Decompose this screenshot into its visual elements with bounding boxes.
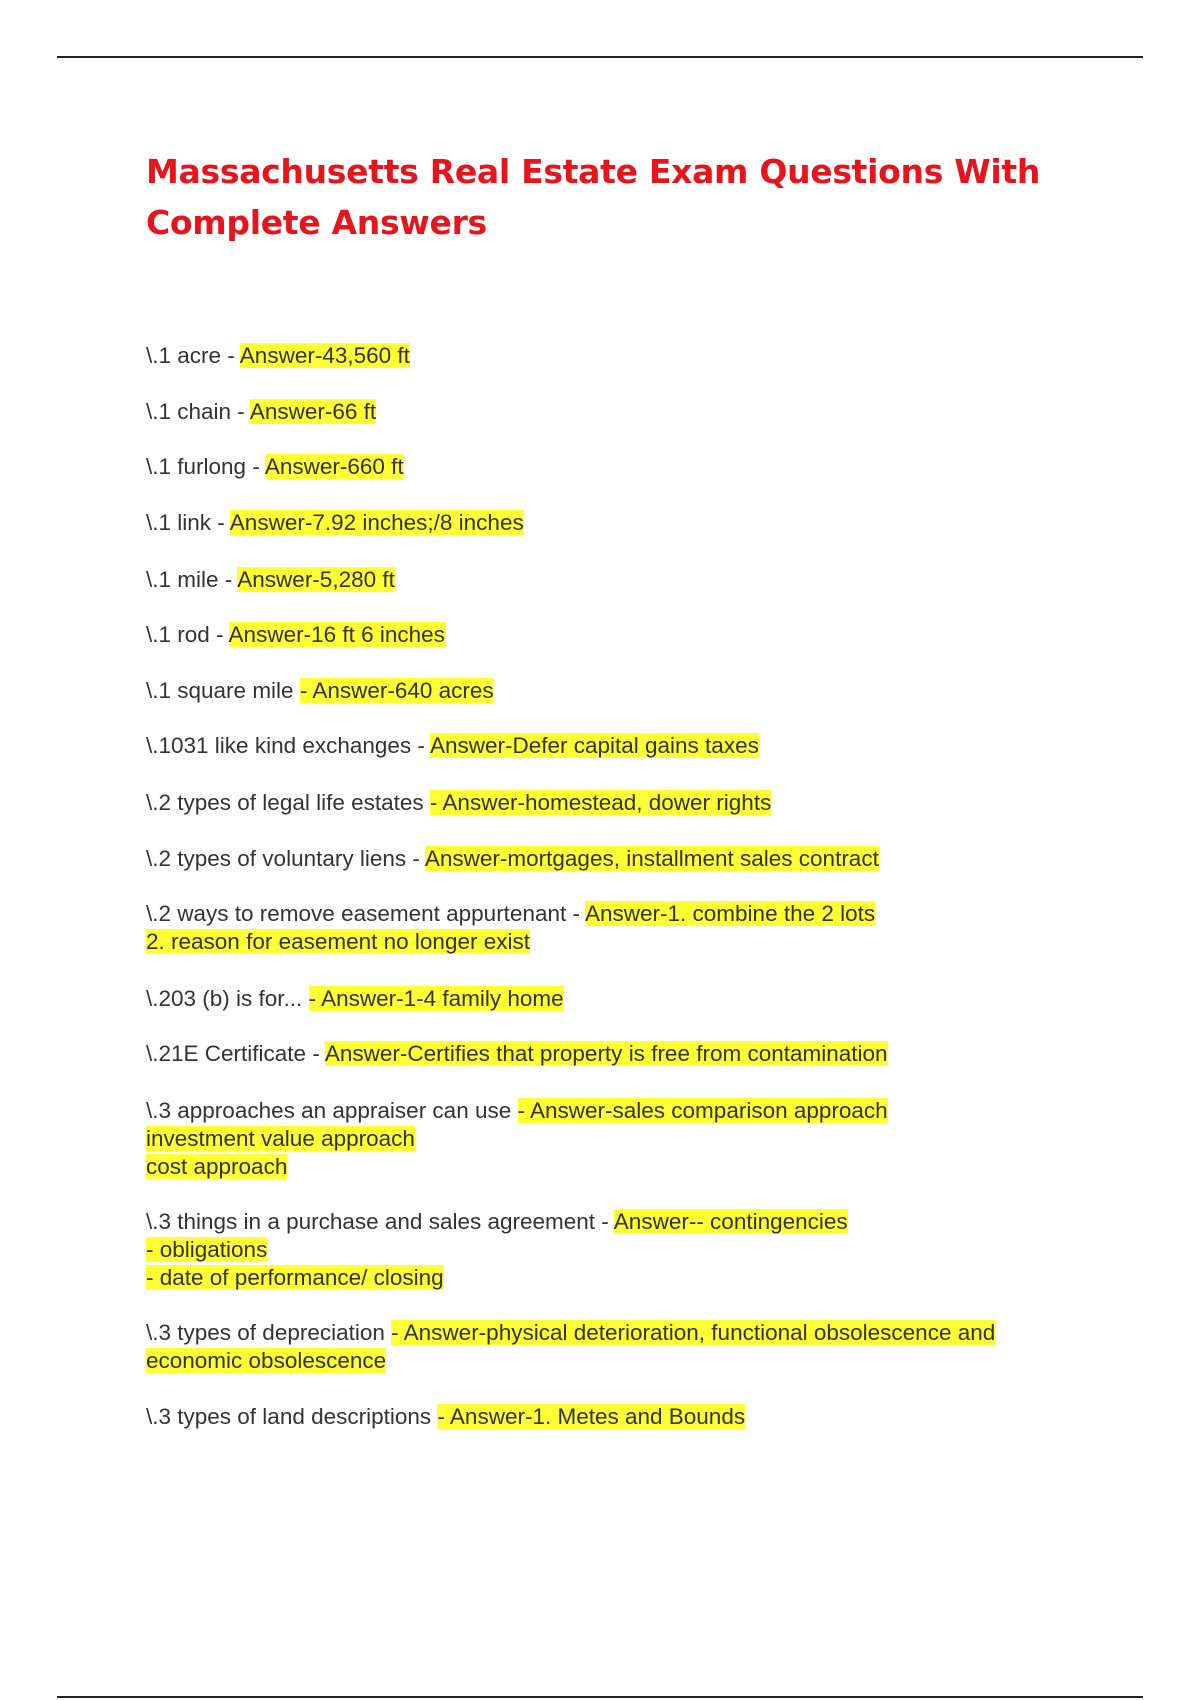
document-title: [146, 146, 1086, 248]
answer-highlight: cost approach: [146, 1154, 288, 1179]
answer-highlight: - Answer-1-4 family home: [308, 986, 564, 1011]
qa-item: [146, 985, 1146, 1013]
bottom-rule: [57, 1696, 1143, 1698]
qa-item: [146, 677, 1146, 705]
question-text: \.1 furlong -: [146, 454, 265, 479]
answer-highlight: Answer-16 ft 6 inches: [228, 622, 445, 647]
qa-item: [146, 509, 1146, 537]
qa-item: [146, 789, 1146, 817]
qa-item: [146, 1403, 1146, 1431]
question-text: \.2 types of voluntary liens -: [146, 846, 425, 871]
answer-highlight: - Answer-1. Metes and Bounds: [437, 1404, 746, 1429]
answer-highlight: Answer-Certifies that property is free from contamination: [324, 1041, 888, 1066]
question-text: \.3 approaches an appraiser can use: [146, 1098, 518, 1123]
qa-item: [146, 1040, 1146, 1068]
answer-highlight: - date of performance/ closing: [146, 1265, 444, 1290]
qa-item: [146, 566, 1146, 594]
qa-item: [146, 621, 1146, 649]
answer-highlight: Answer-Defer capital gains taxes: [429, 733, 759, 758]
question-text: \.1 acre -: [146, 343, 240, 368]
question-text: \.1 square mile: [146, 678, 300, 703]
qa-item: [146, 1208, 1146, 1292]
title-line-2: Complete Answers: [146, 203, 487, 242]
question-text: \.21E Certificate -: [146, 1041, 325, 1066]
qa-item: [146, 732, 1146, 760]
answer-highlight: - obligations: [146, 1237, 268, 1262]
question-text: \.2 types of legal life estates: [146, 790, 430, 815]
question-text: \.1 chain -: [146, 399, 250, 424]
answer-highlight: - Answer-homestead, dower rights: [429, 790, 772, 815]
question-text: \.3 types of depreciation: [146, 1320, 392, 1345]
qa-item: [146, 845, 1146, 873]
question-text: \.3 things in a purchase and sales agreement -: [146, 1209, 614, 1234]
question-text: \.203 (b) is for...: [146, 986, 309, 1011]
answer-highlight: - Answer-640 acres: [299, 678, 494, 703]
answer-highlight: Answer-660 ft: [264, 454, 404, 479]
answer-highlight: - Answer-sales comparison approach: [517, 1098, 888, 1123]
answer-highlight: Answer-66 ft: [249, 399, 377, 424]
question-text: \.2 ways to remove easement appurtenant -: [146, 901, 585, 926]
answer-highlight: economic obsolescence: [146, 1348, 387, 1373]
qa-item: [146, 342, 1146, 370]
question-text: \.1031 like kind exchanges -: [146, 733, 430, 758]
qa-item: [146, 900, 1146, 956]
qa-item: [146, 1319, 1146, 1375]
answer-highlight: Answer-- contingencies: [613, 1209, 848, 1234]
question-text: \.1 rod -: [146, 622, 229, 647]
answer-highlight: Answer-mortgages, installment sales contract: [424, 846, 879, 871]
answer-highlight: Answer-1. combine the 2 lots: [585, 901, 876, 926]
qa-item: [146, 1097, 1146, 1181]
answer-highlight: 2. reason for easement no longer exist: [146, 929, 530, 954]
answer-highlight: - Answer-physical deterioration, functional obsolescence and: [391, 1320, 996, 1345]
qa-item: [146, 453, 1146, 481]
answer-highlight: Answer-7.92 inches;/8 inches: [229, 510, 524, 535]
question-text: \.3 types of land descriptions: [146, 1404, 438, 1429]
answer-highlight: Answer-5,280 ft: [237, 567, 395, 592]
top-rule: [57, 56, 1143, 58]
question-text: \.1 link -: [146, 510, 230, 535]
title-line-1: Massachusetts Real Estate Exam Questions With: [146, 152, 1041, 191]
answer-highlight: Answer-43,560 ft: [239, 343, 410, 368]
answer-highlight: investment value approach: [146, 1126, 415, 1151]
qa-item: [146, 398, 1146, 426]
question-text: \.1 mile -: [146, 567, 238, 592]
